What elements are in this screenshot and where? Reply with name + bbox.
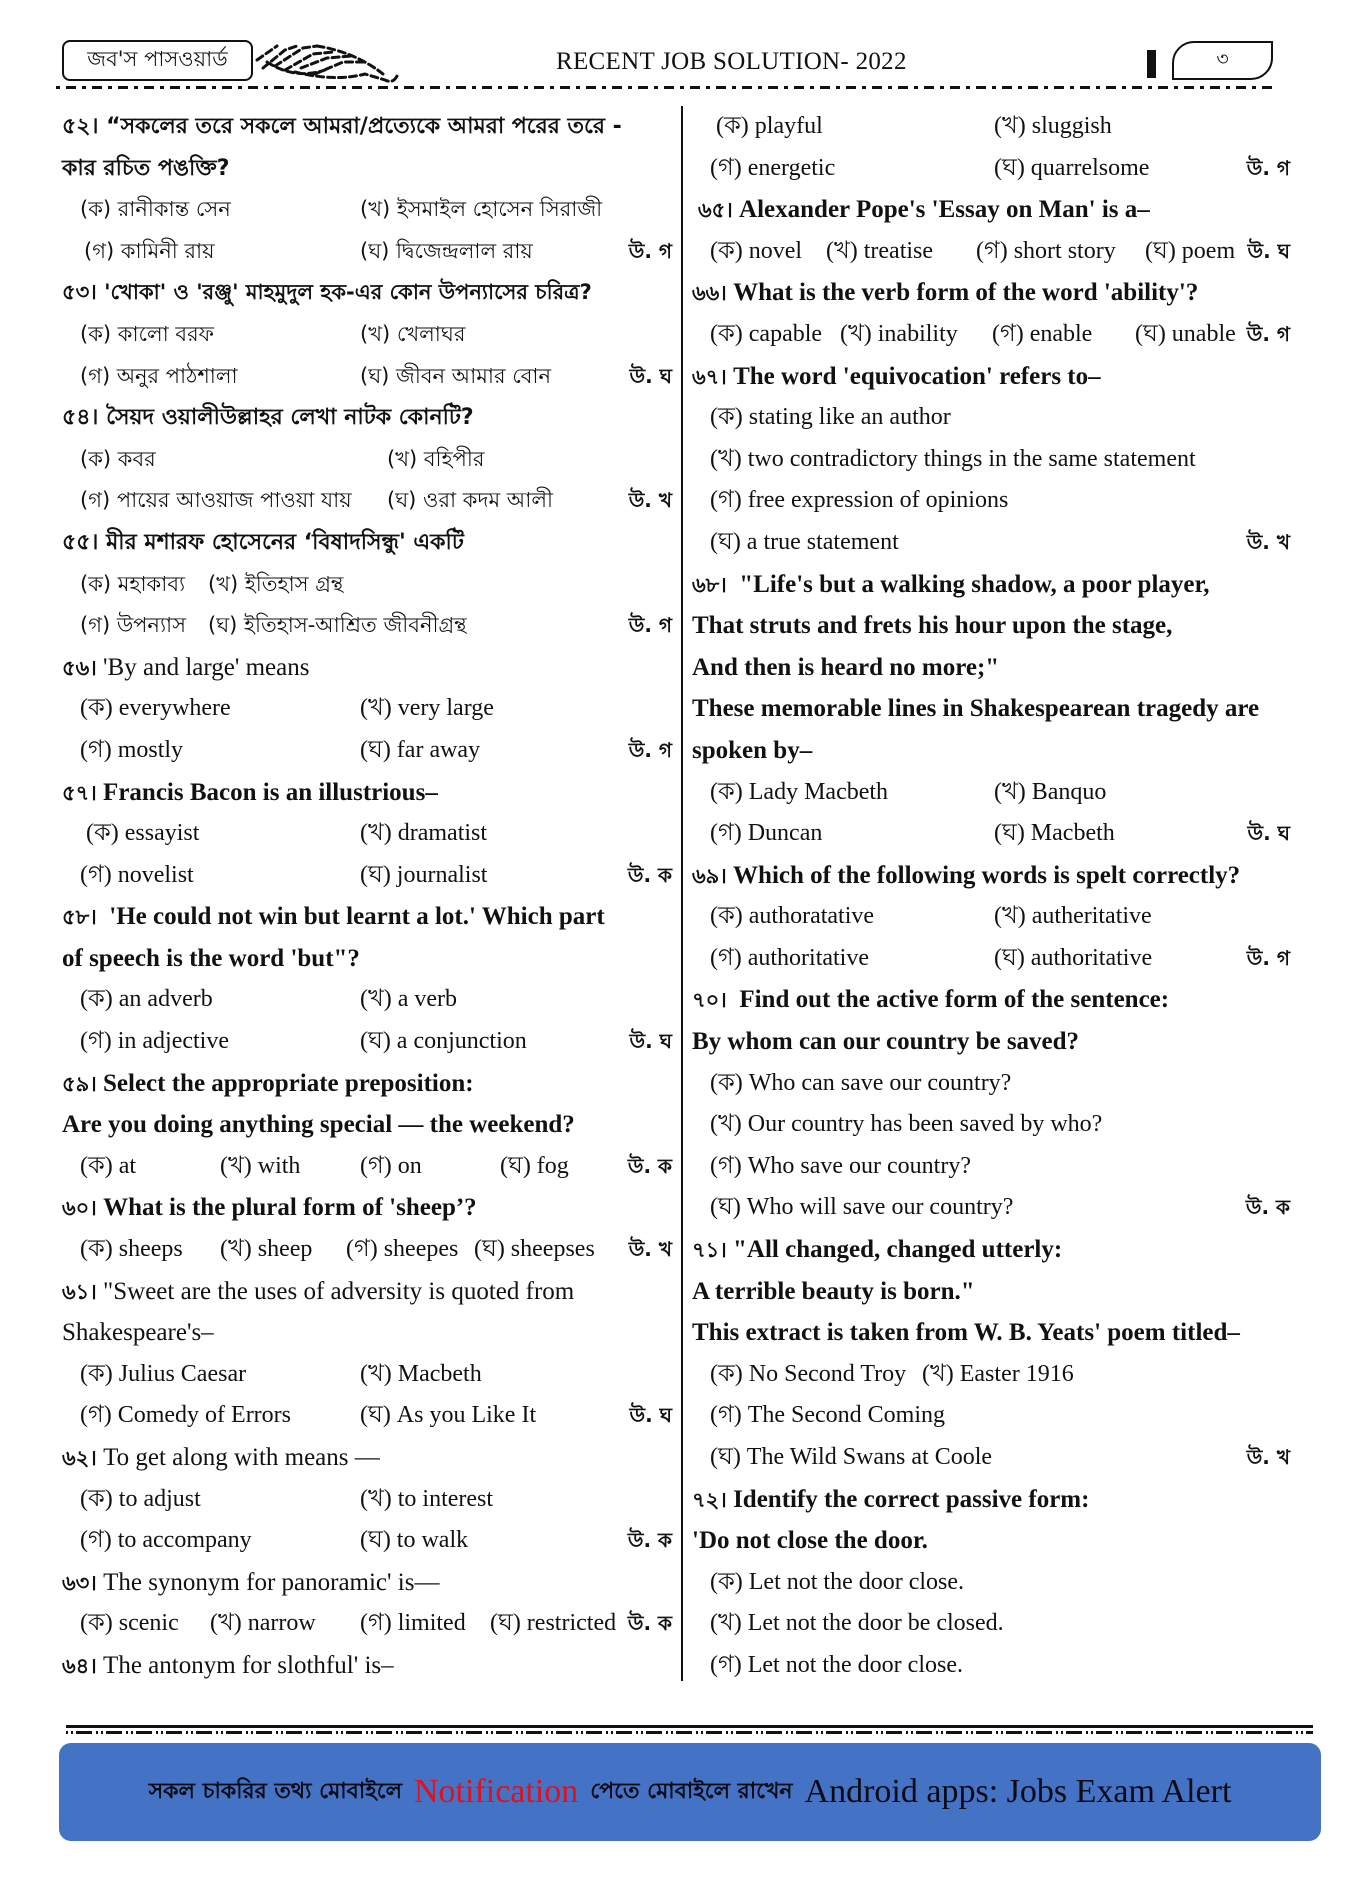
question-60: ৬০। What is the plural form of 'sheep’?: [62, 1194, 477, 1222]
option: (খ) inability: [840, 320, 958, 347]
page-marker-bar: [1147, 50, 1156, 78]
question-66: ৬৬। What is the verb form of the word 'ability'?: [692, 279, 1199, 307]
option: (ক) Lady Macbeth: [710, 778, 889, 805]
option: (খ) a verb: [360, 986, 458, 1013]
banner-app-name: Android apps: Jobs Exam Alert: [804, 1773, 1232, 1810]
question-53: ৫৩। 'খোকা' ও 'রঞ্জু' মাহমুদুল হক-এর কোন উপন্যাসের চরিত্র?: [62, 280, 592, 305]
option-row: [62, 1479, 672, 1521]
option-row: [692, 1645, 1302, 1687]
answer-badge: উ. গ: [1246, 321, 1290, 346]
option-row: [692, 938, 1302, 980]
answer-badge: উ. খ: [628, 488, 672, 513]
option-row: [692, 1354, 1302, 1396]
option: (খ) to interest: [360, 1485, 494, 1512]
option: (গ) in adjective: [80, 1028, 229, 1055]
option: (গ) কামিনী রায়: [84, 238, 215, 263]
option: (ঘ) Macbeth: [994, 820, 1115, 847]
option: (খ) বহিপীর: [387, 446, 485, 471]
option-row: [692, 896, 1302, 938]
option: (ঘ) restricted: [490, 1610, 617, 1637]
option: (গ) পায়ের আওয়াজ পাওয়া যায়: [80, 488, 352, 513]
option: (খ) ইসমাইল হোসেন সিরাজী: [360, 197, 603, 222]
option: (গ) উপন্যাস: [80, 613, 187, 638]
question-71: ৭১। "All changed, changed utterly:: [692, 1236, 1063, 1264]
answer-badge: উ. ক: [1245, 1195, 1290, 1220]
option-row: [62, 1146, 672, 1188]
question-59: ৫৯। Select the appropriate preposition:: [62, 1069, 474, 1097]
footer-divider: [66, 1725, 1313, 1728]
question-text: A terrible beauty is born.": [692, 1277, 975, 1305]
option: (খ) Macbeth: [360, 1360, 482, 1387]
option: (ক) Let not the door close.: [710, 1568, 965, 1595]
option-row: [62, 439, 672, 481]
answer-badge: উ. ঘ: [1247, 238, 1290, 263]
option-row: [692, 1562, 1302, 1604]
app-promo-banner[interactable]: [59, 1743, 1321, 1841]
question-70: ৭০। Find out the active form of the sentence:: [692, 986, 1170, 1014]
option: (ক) No Second Troy: [710, 1360, 907, 1387]
option: (গ) to accompany: [80, 1527, 252, 1554]
option-row: [62, 480, 672, 522]
option-row: [692, 314, 1302, 356]
option: (খ) very large: [360, 695, 494, 722]
banner-text-2: পেতে মোবাইলে রাখেন: [590, 1778, 793, 1804]
option-row: [62, 564, 672, 606]
page-title: RECENT JOB SOLUTION- 2022: [556, 48, 907, 75]
option: (গ) অনুর পাঠশালা: [80, 363, 238, 388]
option: (ঘ) a true statement: [710, 528, 899, 555]
question-67: ৬৭। The word 'equivocation' refers to–: [692, 362, 1101, 390]
option-row: [692, 1187, 1302, 1229]
banner-highlight: Notification: [414, 1773, 579, 1810]
option: (গ) authoritative: [710, 944, 870, 971]
option: (খ) dramatist: [360, 820, 488, 847]
answer-badge: উ. ক: [627, 862, 672, 887]
answer-badge: উ. গ: [1246, 155, 1290, 180]
option: (গ) free expression of opinions: [710, 487, 1009, 514]
option-row: [62, 1354, 672, 1396]
option: (খ) treatise: [826, 237, 934, 264]
option: (ঘ) The Wild Swans at Coole: [710, 1444, 993, 1470]
header-divider: [56, 86, 1278, 89]
option-row: [692, 522, 1302, 564]
answer-badge: উ. ঘ: [629, 363, 672, 388]
option: (গ) Let not the door close.: [710, 1651, 963, 1678]
banner-text-1: সকল চাকরির তথ্য মোবাইলে: [148, 1778, 402, 1804]
option: (খ) Easter 1916: [922, 1360, 1074, 1387]
answer-badge: উ. খ: [1246, 529, 1290, 554]
question-62: ৬২। To get along with means —: [62, 1444, 380, 1471]
answer-badge: উ. ক: [627, 1528, 672, 1553]
answer-badge: উ. ক: [627, 1611, 672, 1636]
option: (ক) to adjust: [80, 1485, 201, 1512]
option-row: [62, 1395, 672, 1437]
option: (ক) an adverb: [80, 986, 213, 1013]
option-row: [692, 1063, 1302, 1105]
option-row: [62, 1229, 672, 1271]
option-row: [62, 1603, 672, 1645]
question-text: spoken by–: [692, 736, 813, 764]
option: (ঘ) a conjunction: [360, 1028, 527, 1055]
answer-badge: উ. গ: [1246, 945, 1290, 970]
option: (ক) scenic: [80, 1610, 179, 1637]
option: (গ) Comedy of Errors: [80, 1402, 292, 1429]
answer-badge: উ. ঘ: [629, 1029, 672, 1054]
question-56: ৫৬। 'By and large' means: [62, 653, 310, 681]
option: (ঘ) journalist: [360, 861, 488, 888]
question-63: ৬৩। The synonym for panoramic' is—: [62, 1568, 440, 1596]
option: (ক) রানীকান্ত সেন: [80, 197, 231, 222]
option: (খ) খেলাঘর: [360, 321, 466, 346]
option-row: [62, 1520, 672, 1562]
option: (ক) capable: [710, 320, 823, 347]
option-row: [62, 189, 672, 231]
option-row: [692, 1146, 1302, 1188]
option: (খ) sheep: [220, 1236, 313, 1263]
option: (গ) sheepes: [346, 1236, 459, 1263]
option-row: [692, 772, 1302, 814]
option: (ঘ) to walk: [360, 1527, 469, 1554]
answer-badge: উ. খ: [1246, 1445, 1290, 1469]
question-text: This extract is taken from W. B. Yeats' poem titled–: [692, 1319, 1240, 1347]
option: (ঘ) authoritative: [994, 944, 1153, 971]
option: (গ) mostly: [80, 736, 184, 763]
option: (গ) The Second Coming: [710, 1402, 946, 1429]
question-text: of speech is the word 'but"?: [62, 944, 360, 972]
option: (ঘ) Who will save our country?: [710, 1194, 1014, 1221]
option: (ঘ) poem: [1145, 237, 1236, 264]
option: (খ) Banquo: [994, 778, 1107, 805]
question-text: These memorable lines in Shakespearean tragedy are: [692, 695, 1260, 723]
option: (ঘ) sheepses: [474, 1236, 595, 1263]
option: (ক) playful: [716, 113, 823, 139]
question-72: ৭২। Identify the correct passive form:: [692, 1485, 1090, 1513]
option: (ক) Who can save our country?: [710, 1069, 1012, 1096]
page-number: ৩: [1172, 41, 1273, 80]
question-text: Shakespeare's–: [62, 1319, 214, 1347]
option-row: [62, 855, 672, 897]
option: (ঘ) ওরা কদম আলী: [387, 488, 554, 513]
answer-badge: উ. ক: [627, 1153, 672, 1178]
option: (ক) Julius Caesar: [80, 1360, 247, 1387]
question-69: ৬৯। Which of the following words is spelt correctly?: [692, 861, 1241, 889]
option: (গ) on: [360, 1152, 422, 1179]
option-row: [692, 231, 1302, 273]
question-text: 'Do not close the door.: [692, 1527, 928, 1555]
option-row: [692, 148, 1302, 190]
answer-badge: উ. ঘ: [1247, 821, 1290, 846]
option-row: [692, 1603, 1302, 1645]
brand-label: জব'স পাসওয়ার্ড: [62, 40, 253, 81]
option-row: [62, 688, 672, 730]
option: (ক) everywhere: [80, 695, 231, 722]
question-text: কার রচিত পঙক্তি?: [62, 155, 230, 181]
option: (খ) Let not the door be closed.: [710, 1610, 1004, 1637]
option: (ঘ) জীবন আমার বোন: [360, 363, 552, 388]
question-64: ৬৪। The antonym for slothful' is–: [62, 1651, 394, 1679]
option-row: [692, 1395, 1302, 1437]
option: (ঘ) As you Like It: [360, 1402, 537, 1429]
option: (ক) essayist: [86, 820, 200, 847]
option-row: [62, 979, 672, 1021]
option: (গ) Duncan: [710, 820, 823, 847]
option: (খ) autheritative: [994, 903, 1152, 930]
option: (ঘ) unable: [1135, 320, 1236, 347]
question-52: ৫২। “সকলের তরে সকলে আমরা/প্রত্যেকে আমরা পরের তরে -: [62, 114, 622, 139]
option: (ক) authoratative: [710, 903, 875, 930]
question-68: ৬৮। "Life's but a walking shadow, a poor player,: [692, 570, 1210, 598]
question-text: Are you doing anything special — the weekend?: [62, 1111, 575, 1139]
option: (ক) কালো বরফ: [80, 321, 214, 346]
question-55: ৫৫। মীর মশারফ হোসেনের ‘বিষাদসিন্ধু' একটি: [62, 529, 464, 555]
option: (খ) with: [220, 1152, 301, 1179]
option-row: [692, 439, 1302, 481]
option-row: [692, 397, 1302, 439]
option: (ঘ) quarrelsome: [994, 154, 1150, 181]
option: (গ) limited: [360, 1610, 466, 1637]
answer-badge: উ. খ: [628, 1237, 672, 1262]
answer-badge: উ. গ: [628, 613, 672, 638]
answer-badge: উ. ঘ: [629, 1403, 672, 1428]
option-row: [692, 1437, 1302, 1479]
left-column: [62, 106, 672, 1687]
question-text: By whom can our country be saved?: [692, 1028, 1080, 1056]
answer-badge: উ. গ: [628, 737, 672, 762]
right-column: [692, 106, 1302, 1687]
option: (ঘ) far away: [360, 736, 481, 763]
option: (ক) sheeps: [80, 1236, 183, 1263]
answer-badge: উ. গ: [628, 238, 672, 263]
option-row: [692, 1104, 1302, 1146]
option: (ঘ) ইতিহাস-আশ্রিত জীবনীগ্রন্থ: [208, 613, 467, 638]
decorative-swirl-icon: [255, 40, 415, 86]
question-57: ৫৭। Francis Bacon is an illustrious–: [62, 778, 438, 806]
option-row: [62, 730, 672, 772]
option: (গ) Who save our country?: [710, 1152, 971, 1179]
option-row: [62, 813, 672, 855]
question-text: That struts and frets his hour upon the stage,: [692, 612, 1173, 640]
option: (খ) ইতিহাস গ্রন্থ: [208, 571, 344, 596]
option-row: [692, 106, 1302, 148]
option: (খ) Our country has been saved by who?: [710, 1111, 1103, 1138]
option: (গ) energetic: [710, 154, 836, 181]
option: (ক) মহাকাব্য: [80, 571, 186, 596]
option: (খ) two contradictory things in the same statement: [710, 445, 1196, 472]
option-row: [62, 605, 672, 647]
option: (ঘ) দ্বিজেন্দ্রলাল রায়: [360, 238, 533, 263]
question-text: And then is heard no more;": [692, 653, 1000, 681]
option-row: [692, 480, 1302, 522]
option-row: [62, 1021, 672, 1063]
question-61: ৬১। "Sweet are the uses of adversity is quoted from: [62, 1277, 575, 1305]
option: (ক) stating like an author: [710, 404, 951, 431]
option: (গ) novelist: [80, 861, 194, 888]
question-65: ৬৫। Alexander Pope's 'Essay on Man' is a–: [698, 196, 1150, 224]
option: (গ) short story: [976, 237, 1116, 264]
option-row: [692, 813, 1302, 855]
option-row: [62, 356, 672, 398]
question-58: ৫৮। 'He could not win but learnt a lot.' Which part: [62, 903, 605, 931]
option: (গ) enable: [992, 320, 1093, 347]
option: (ক) novel: [710, 237, 803, 264]
footer-dashed-divider: [66, 1731, 1313, 1734]
option: (খ) sluggish: [994, 113, 1112, 139]
option: (ঘ) fog: [500, 1152, 569, 1179]
option: (ক) কবর: [80, 446, 156, 471]
option: (ক) at: [80, 1152, 137, 1179]
option: (খ) narrow: [210, 1610, 316, 1637]
column-divider: [681, 106, 683, 1681]
option-row: [62, 231, 672, 273]
option-row: [62, 314, 672, 356]
question-54: ৫৪। সৈয়দ ওয়ালীউল্লাহর লেখা নাটক কোনটি?: [62, 405, 474, 431]
